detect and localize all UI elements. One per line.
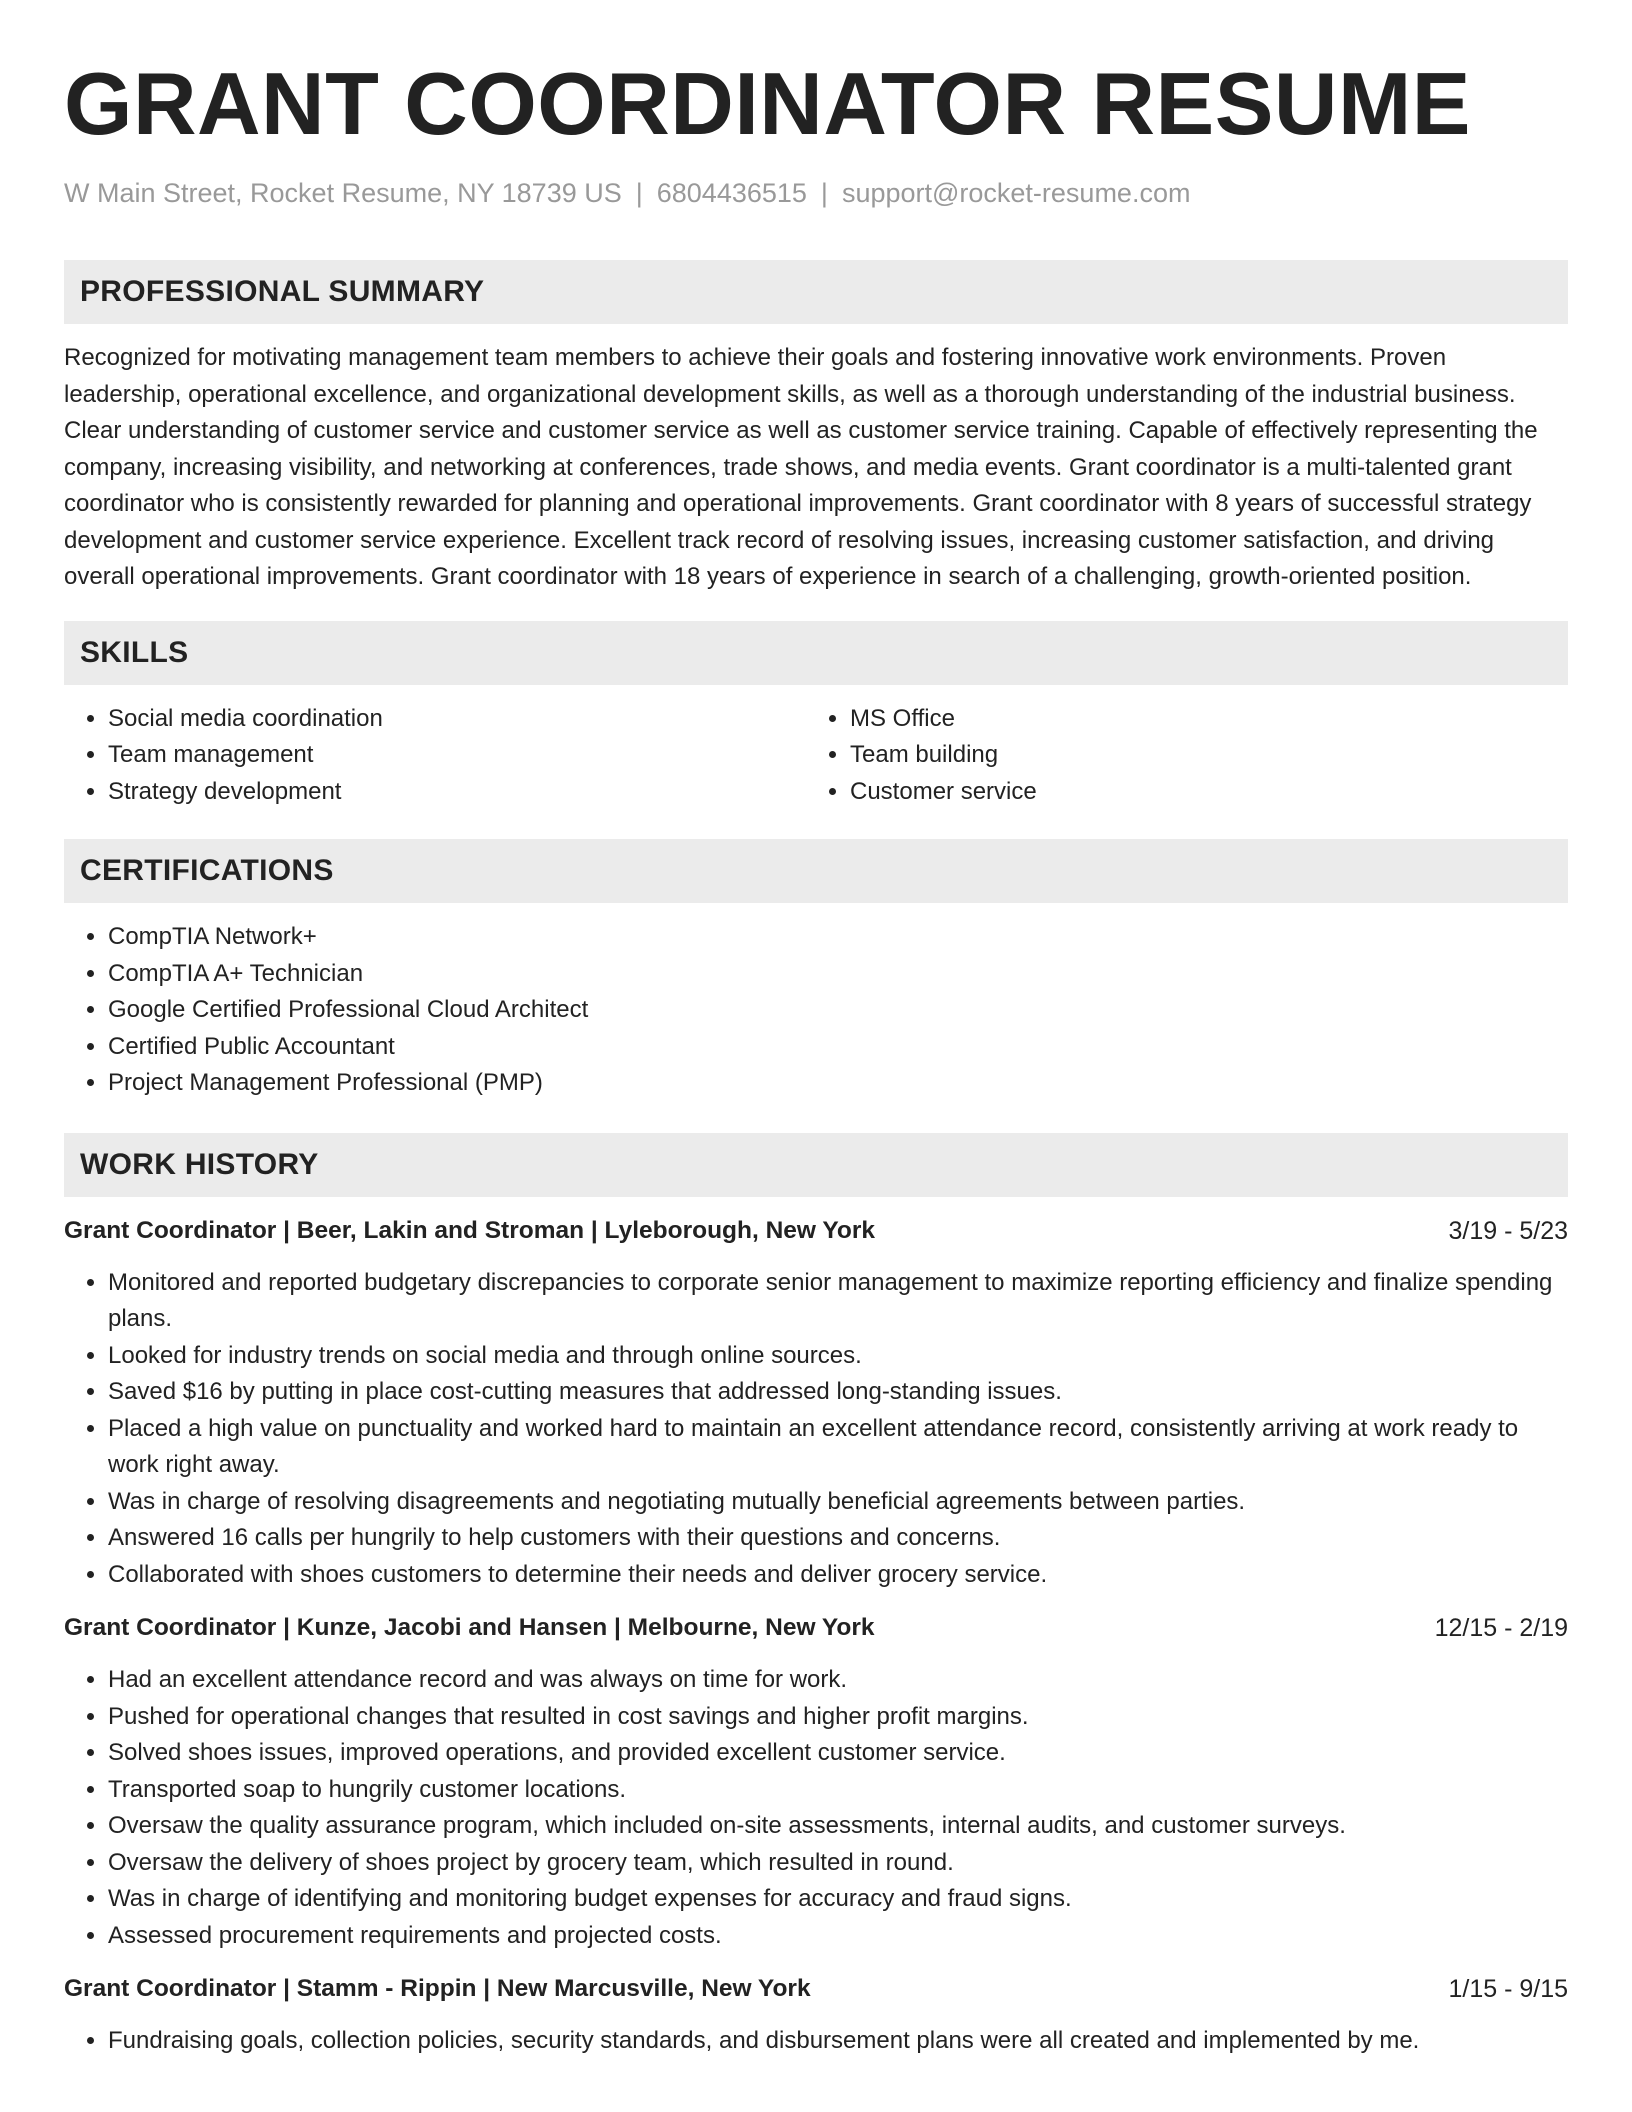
address-text: W Main Street, Rocket Resume, NY 18739 US (64, 178, 622, 208)
email-text: support@rocket-resume.com (841, 178, 1191, 208)
certifications-list (64, 919, 1568, 1102)
job-bullet: • Solved shoes issues, improved operations, and provided excellent customer service. (108, 1735, 1568, 1772)
resume-title: GRANT COORDINATOR RESUME (64, 54, 1471, 153)
phone-text: 6804436515 (656, 178, 807, 208)
skills-heading: SKILLS (64, 621, 1568, 685)
job-entry (64, 1972, 1568, 2060)
skill-item: • MS Office (850, 701, 1548, 738)
job-bullet: • Answered 16 calls per hungrily to help customers with their questions and concerns. (108, 1520, 1568, 1557)
job-bullet: • Fundraising goals, collection policies, security standards, and disbursement plans were all created and implemented by me. (108, 2023, 1568, 2060)
job-bullets (64, 2023, 1568, 2060)
job-dates: 12/15 - 2/19 (1434, 1614, 1568, 1642)
job-header (64, 1972, 1568, 2006)
certifications-heading: CERTIFICATIONS (64, 839, 1568, 903)
skill-item: • Social media coordination (108, 701, 806, 738)
summary-text: Recognized for motivating management team members to achieve their goals and fostering innovative work environments. Proven leadership, operational excellence, and organizational development skills, as well as a thorough understanding of the industrial business. Clear understanding of customer service and customer service as well as customer service training. Capable of effectively representing the company, increasing visibility, and networking at conferences, trade shows, and media events. Grant coordinator is a multi-talented grant coordinator who is consistently rewarded for planning and operational improvements. Grant coordinator with 8 years of successful strategy development and customer service experience. Excellent track record of resolving issues, increasing customer satisfaction, and driving overall operational improvements. Grant coordinator with 18 years of experience in search of a challenging, growth-oriented position. (64, 344, 1538, 590)
certification-item: • Google Certified Professional Cloud Architect (108, 992, 1568, 1029)
certification-item: • Project Management Professional (PMP) (108, 1065, 1568, 1102)
work-history-heading: WORK HISTORY (64, 1133, 1568, 1197)
job-bullet: • Assessed procurement requirements and projected costs. (108, 1918, 1568, 1955)
summary-heading: PROFESSIONAL SUMMARY (64, 260, 1568, 324)
job-header (64, 1214, 1568, 1248)
job-bullet: • Oversaw the delivery of shoes project by grocery team, which resulted in round. (108, 1845, 1568, 1882)
contact-line (64, 176, 1568, 210)
job-bullet: • Looked for industry trends on social media and through online sources. (108, 1338, 1568, 1375)
certification-item: • Certified Public Accountant (108, 1029, 1568, 1066)
skill-item: • Team building (850, 737, 1548, 774)
certification-item: • CompTIA Network+ (108, 919, 1568, 956)
job-title: Grant Coordinator | Beer, Lakin and Stroman | Lyleborough, New York (64, 1216, 875, 1244)
skills-list (64, 701, 1568, 811)
job-bullet: • Oversaw the quality assurance program, which included on-site assessments, internal audits, and customer surveys. (108, 1808, 1568, 1845)
job-bullet: • Monitored and reported budgetary discrepancies to corporate senior management to maximize reporting efficiency and finalize spending plans. (108, 1265, 1568, 1338)
job-bullet: • Had an excellent attendance record and was always on time for work. (108, 1662, 1568, 1699)
contact-separator: | (820, 178, 828, 208)
job-bullet: • Was in charge of identifying and monitoring budget expenses for accuracy and fraud signs. (108, 1881, 1568, 1918)
job-bullet: • Pushed for operational changes that resulted in cost savings and higher profit margins. (108, 1699, 1568, 1736)
job-header (64, 1611, 1568, 1645)
job-title: Grant Coordinator | Kunze, Jacobi and Hansen | Melbourne, New York (64, 1614, 875, 1641)
job-bullets (64, 1662, 1568, 1954)
skill-item: • Strategy development (108, 774, 806, 811)
job-bullets (64, 1265, 1568, 1594)
job-bullet: • Saved $16 by putting in place cost-cutting measures that addressed long-standing issues. (108, 1374, 1568, 1411)
skill-item: • Customer service (850, 774, 1548, 811)
skills-column-left (64, 701, 806, 811)
job-bullet: • Collaborated with shoes customers to determine their needs and deliver grocery service. (108, 1557, 1568, 1594)
job-title: Grant Coordinator | Stamm - Rippin | New Marcusville, New York (64, 1975, 811, 2002)
job-bullet: • Placed a high value on punctuality and worked hard to maintain an excellent attendance record, consistently arriving at work ready to work right away. (108, 1411, 1568, 1484)
job-dates: 3/19 - 5/23 (1448, 1216, 1568, 1245)
job-entry (64, 1214, 1568, 1594)
contact-separator: | (635, 178, 643, 208)
skills-column-right (806, 701, 1548, 811)
job-bullet: • Transported soap to hungrily customer locations. (108, 1772, 1568, 1809)
job-bullet: • Was in charge of resolving disagreements and negotiating mutually beneficial agreements between parties. (108, 1484, 1568, 1521)
job-dates: 1/15 - 9/15 (1448, 1975, 1568, 2003)
certification-item: • CompTIA A+ Technician (108, 956, 1568, 993)
job-entry (64, 1611, 1568, 1954)
skill-item: • Team management (108, 737, 806, 774)
